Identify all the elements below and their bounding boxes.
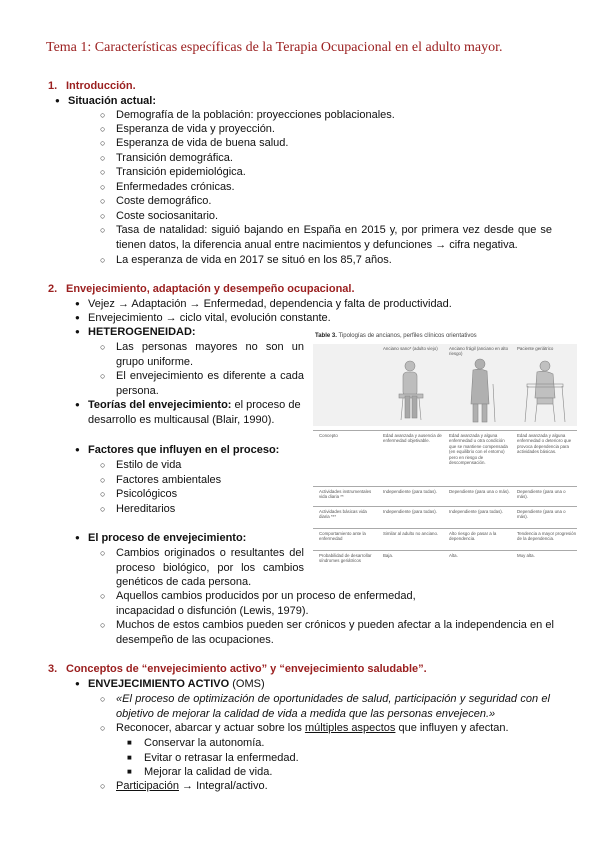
list-item: ● Envejecimiento → ciclo vital, evolución constante. xyxy=(88,311,331,326)
row-header: Probabilidad de desarrollar síndromes geriátricos xyxy=(319,553,372,564)
list-item: ○ Factores ambientales xyxy=(116,473,221,488)
figure-caption-text: Tipologías de ancianos, perfiles clínicos orientativos xyxy=(338,333,477,339)
list-item: ○ El envejecimiento es diferente a cada persona. xyxy=(116,369,304,398)
elderly-figures-icon xyxy=(313,344,577,426)
row-header: Actividades básicas vida diaria *** xyxy=(319,509,367,520)
teorias-text: el proceso de desarrollo es multicausal (Blair, 1990). xyxy=(88,399,301,426)
table-cell: Tendencia a mayor progresión de la dependencia. xyxy=(517,531,577,542)
list-item: ● Vejez → Adaptación → Enfermedad, dependencia y falta de productividad. xyxy=(88,297,452,312)
list-item: ○ Coste demográfico. xyxy=(116,194,211,209)
row-header: Comportamiento ante la enfermedad xyxy=(319,531,366,542)
table-cell: Muy alta. xyxy=(517,553,535,558)
list-item: ○ Coste sociosanitario. xyxy=(116,209,218,224)
activo-quote: ○ «El proceso de optimización de oportunidades de salud, participación y seguridad con el objetivo de mejorar la calidad de vida a medida que las personas envejecen.» xyxy=(116,692,550,721)
participacion-text: → Integral/activo. xyxy=(178,780,268,792)
section-title: Introducción. xyxy=(66,80,136,92)
table-cell: Dependiente (para una o más). xyxy=(517,509,566,520)
situacion-actual: ● Situación actual: xyxy=(68,94,156,109)
factores-heading: ● Factores que influyen en el proceso: xyxy=(88,443,279,458)
teorias-item xyxy=(88,398,304,427)
list-item xyxy=(116,721,509,736)
reconocer-text: Reconocer, abarcar y actuar sobre los xyxy=(116,722,305,734)
page-title: Tema 1: Características específicas de la Terapia Ocupacional en el adulto mayor. xyxy=(46,40,503,55)
table-row xyxy=(313,506,577,528)
list-item: ○ Demografía de la población: proyecciones poblacionales. xyxy=(116,108,395,123)
section-title: Envejecimiento, adaptación y desempeño ocupacional. xyxy=(66,283,355,295)
table-cell: Dependiente (para una o más). xyxy=(517,489,566,500)
list-item: ○ Estilo de vida xyxy=(116,458,181,473)
list-item: ○ Transición demográfica. xyxy=(116,151,233,166)
column-header: Anciano frágil (anciano en alto riesgo) xyxy=(449,346,509,357)
typology-figure xyxy=(313,334,577,584)
table-cell: Dependiente (para una o más). xyxy=(449,489,510,494)
table-row xyxy=(313,528,577,550)
heterogeneidad-heading: ● HETEROGENEIDAD: xyxy=(88,325,196,340)
activo-heading xyxy=(88,677,265,692)
list-item: ○ Esperanza de vida y proyección. xyxy=(116,122,275,137)
typology-table xyxy=(313,430,577,574)
list-item: ○ Tasa de natalidad: siguió bajando en España en 2015 y, por primera vez desde que se tienen datos, la diferencia anual entre nacimientos y defunciones → cifra negativa. xyxy=(116,223,552,252)
section-title: Conceptos de “envejecimiento activo” y “envejecimiento saludable”. xyxy=(66,663,427,675)
column-header: Anciano sano* (adulto viejo) xyxy=(383,346,438,351)
table-cell: Edad avanzada y ausencia de enfermedad objetivable. xyxy=(383,433,442,444)
section-1-heading xyxy=(48,79,136,94)
table-row xyxy=(313,550,577,574)
table-cell: Independiente (para todas). xyxy=(383,509,437,514)
table-cell: Alta. xyxy=(449,553,458,558)
section-number: 1. xyxy=(48,80,58,92)
proceso-heading: ● El proceso de envejecimiento: xyxy=(88,531,246,546)
list-item: ■ Conservar la autonomía. xyxy=(144,736,264,751)
list-item: ○ Psicológicos xyxy=(116,487,177,502)
table-cell: Edad avanzada y alguna enfermedad o deterioro que provoca dependencia para actividades básicas. xyxy=(517,433,572,455)
participacion-underlined: Participación xyxy=(116,780,179,792)
list-item xyxy=(116,779,268,794)
reconocer-text-end: que influyen y afectan. xyxy=(395,722,509,734)
figure-caption xyxy=(315,334,477,339)
list-item: ■ Evitar o retrasar la enfermedad. xyxy=(144,751,299,766)
list-item: ○ Cambios originados o resultantes del proceso biológico, por los cambios genéticos de cada persona. xyxy=(116,546,304,590)
list-item: ○ Esperanza de vida de buena salud. xyxy=(116,136,288,151)
table-row xyxy=(313,486,577,506)
list-item: ○ Aquellos cambios producidos por un proceso de enfermedad, incapacidad o disfunción (Lewis, 1979). xyxy=(116,589,446,618)
elderly-illustrations-image xyxy=(313,344,577,426)
row-header: Concepto xyxy=(319,433,338,438)
activo-source: (OMS) xyxy=(229,678,265,690)
table-cell: Baja. xyxy=(383,553,394,558)
reconocer-underlined: múltiples aspectos xyxy=(304,722,396,734)
figure-label: Table 3. xyxy=(315,333,337,339)
table-cell: Similar al adulto no anciano. xyxy=(383,531,439,536)
list-item: ○ Enfermedades crónicas. xyxy=(116,180,235,195)
table-cell: Edad avanzada y alguna enfermedad u otra condición que se mantiene compensada (en equilibrio con el entorno) pero en riesgo de descompensación. xyxy=(449,433,508,466)
teorias-label: Teorías del envejecimiento: xyxy=(88,399,232,411)
table-cell: Alto riesgo de pasar a la dependencia. xyxy=(449,531,497,542)
section-number: 2. xyxy=(48,283,58,295)
list-item: ○ Muchos de estos cambios pueden ser crónicos y pueden afectar a la independencia en el desempeño de las ocupaciones. xyxy=(116,618,554,647)
row-header: Actividades instrumentales vida diaria ** xyxy=(319,489,372,500)
section-2-heading xyxy=(48,282,355,297)
table-row xyxy=(313,430,577,486)
table-cell: Independiente (para todas). xyxy=(383,489,437,494)
list-item: ○ Hereditarios xyxy=(116,502,175,517)
table-cell: Independiente (para todas). xyxy=(449,509,503,514)
section-3-heading xyxy=(48,662,427,677)
activo-label: ENVEJECIMIENTO ACTIVO xyxy=(88,678,230,690)
list-item: ○ La esperanza de vida en 2017 se situó en los 85,7 años. xyxy=(116,253,392,268)
list-item: ○ Las personas mayores no son un grupo uniforme. xyxy=(116,340,304,369)
list-item: ○ Transición epidemiológica. xyxy=(116,165,246,180)
column-header: Paciente geriátrico xyxy=(517,346,554,351)
list-item: ■ Mejorar la calidad de vida. xyxy=(144,765,272,780)
section-number: 3. xyxy=(48,663,58,675)
